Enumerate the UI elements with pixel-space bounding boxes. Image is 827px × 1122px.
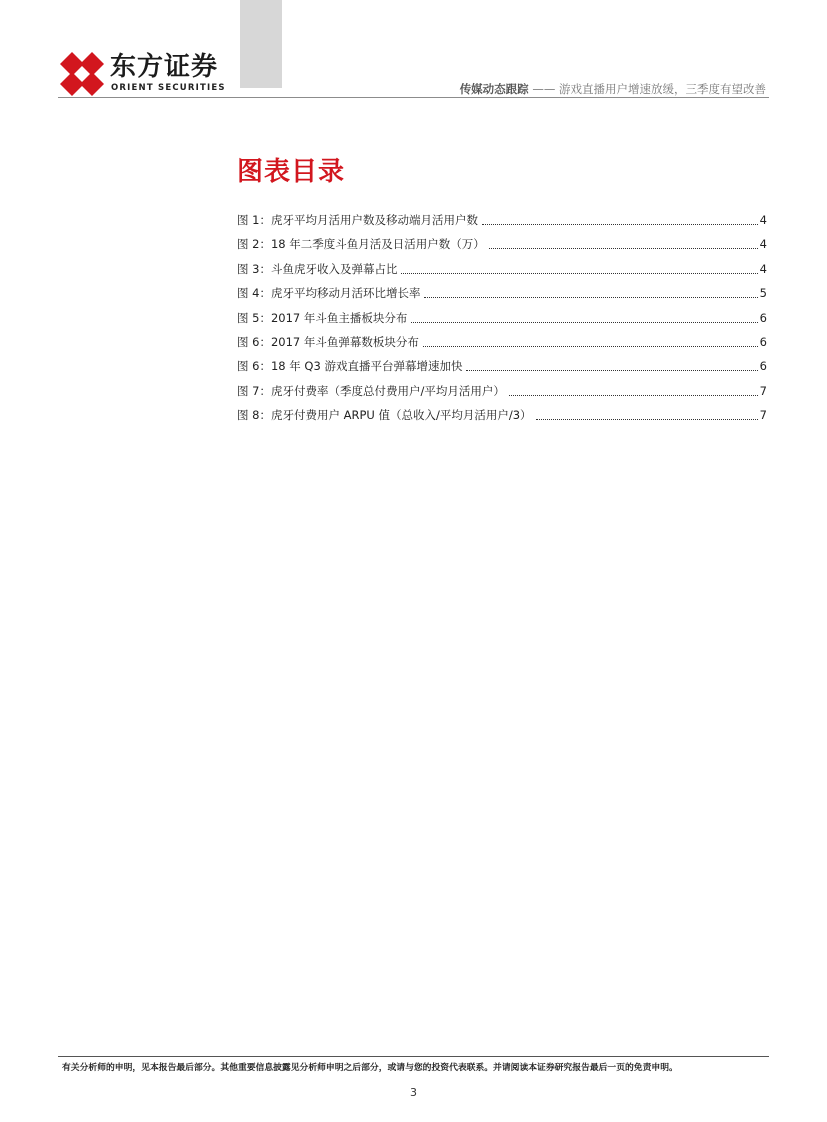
toc-entry-label: 图 5：2017 年斗鱼主播板块分布 [237,310,408,325]
toc-dot-leader [482,212,758,225]
toc-entry-page: 7 [759,408,767,423]
toc-entry-label: 图 8：虎牙付费用户 ARPU 值（总收入/平均月活用户/3） [237,408,532,423]
toc-entry-label: 图 7：虎牙付费率（季度总付费用户/平均月活用户） [237,383,505,398]
toc-entry-label: 图 2：18 年二季度斗鱼月活及日活用户数（万） [237,237,485,252]
toc-entry-fig-8[interactable] [237,405,767,429]
header-divider [58,97,769,98]
header-separator: —— [532,82,556,96]
toc-entry-page: 6 [759,334,767,349]
toc-entry-page: 5 [759,286,767,301]
orient-securities-logo-icon [58,50,106,98]
toc-entry-fig-5[interactable] [237,308,767,332]
toc-entry-fig-6b[interactable] [237,356,767,380]
page-number: 3 [410,1086,417,1099]
toc-dot-leader [424,285,757,298]
toc-list [237,210,767,430]
running-header [460,82,766,96]
toc-title: 图表目录 [237,157,346,187]
company-logo [58,50,228,98]
toc-entry-fig-4[interactable] [237,283,767,307]
toc-entry-label: 图 3：斗鱼虎牙收入及弹幕占比 [237,261,398,276]
logo-chinese-name: 东方证券 [110,52,219,82]
toc-entry-page: 7 [759,383,767,398]
header-color-band [240,0,282,88]
toc-entry-label: 图 6：2017 年斗鱼弹幕数板块分布 [237,334,419,349]
toc-entry-fig-6a[interactable] [237,332,767,356]
toc-entry-page: 4 [759,237,767,252]
toc-dot-leader [489,236,758,249]
toc-dot-leader [411,310,757,323]
toc-entry-page: 6 [759,310,767,325]
toc-entry-fig-3[interactable] [237,259,767,283]
toc-entry-label: 图 4：虎牙平均移动月活环比增长率 [237,286,421,301]
toc-dot-leader [509,383,758,396]
toc-dot-leader [401,261,757,274]
report-category: 传媒动态跟踪 [459,82,529,96]
toc-dot-leader [423,334,758,347]
toc-dot-leader [536,407,758,420]
footer-divider [58,1056,769,1057]
toc-entry-page: 4 [759,213,767,227]
toc-entry-page: 4 [759,261,767,276]
toc-entry-label: 图 6：18 年 Q3 游戏直播平台弹幕增速加快 [237,359,463,374]
logo-english-name: ORIENT SECURITIES [111,83,226,93]
toc-entry-label: 图 1：虎牙平均月活用户数及移动端月活用户数 [237,213,478,227]
footer-disclaimer: 有关分析师的申明，见本报告最后部分。其他重要信息披露见分析师申明之后部分，或请与您的投资代表联系。并请阅读本证券研究报告最后一页的免责申明。 [62,1063,678,1073]
toc-dot-leader [466,358,757,371]
toc-entry-fig-7[interactable] [237,381,767,405]
report-title: 游戏直播用户增速放缓，三季度有望改善 [559,82,766,96]
toc-entry-fig-2[interactable] [237,234,767,258]
toc-entry-page: 6 [759,359,767,374]
toc-entry-fig-1[interactable] [237,210,767,234]
